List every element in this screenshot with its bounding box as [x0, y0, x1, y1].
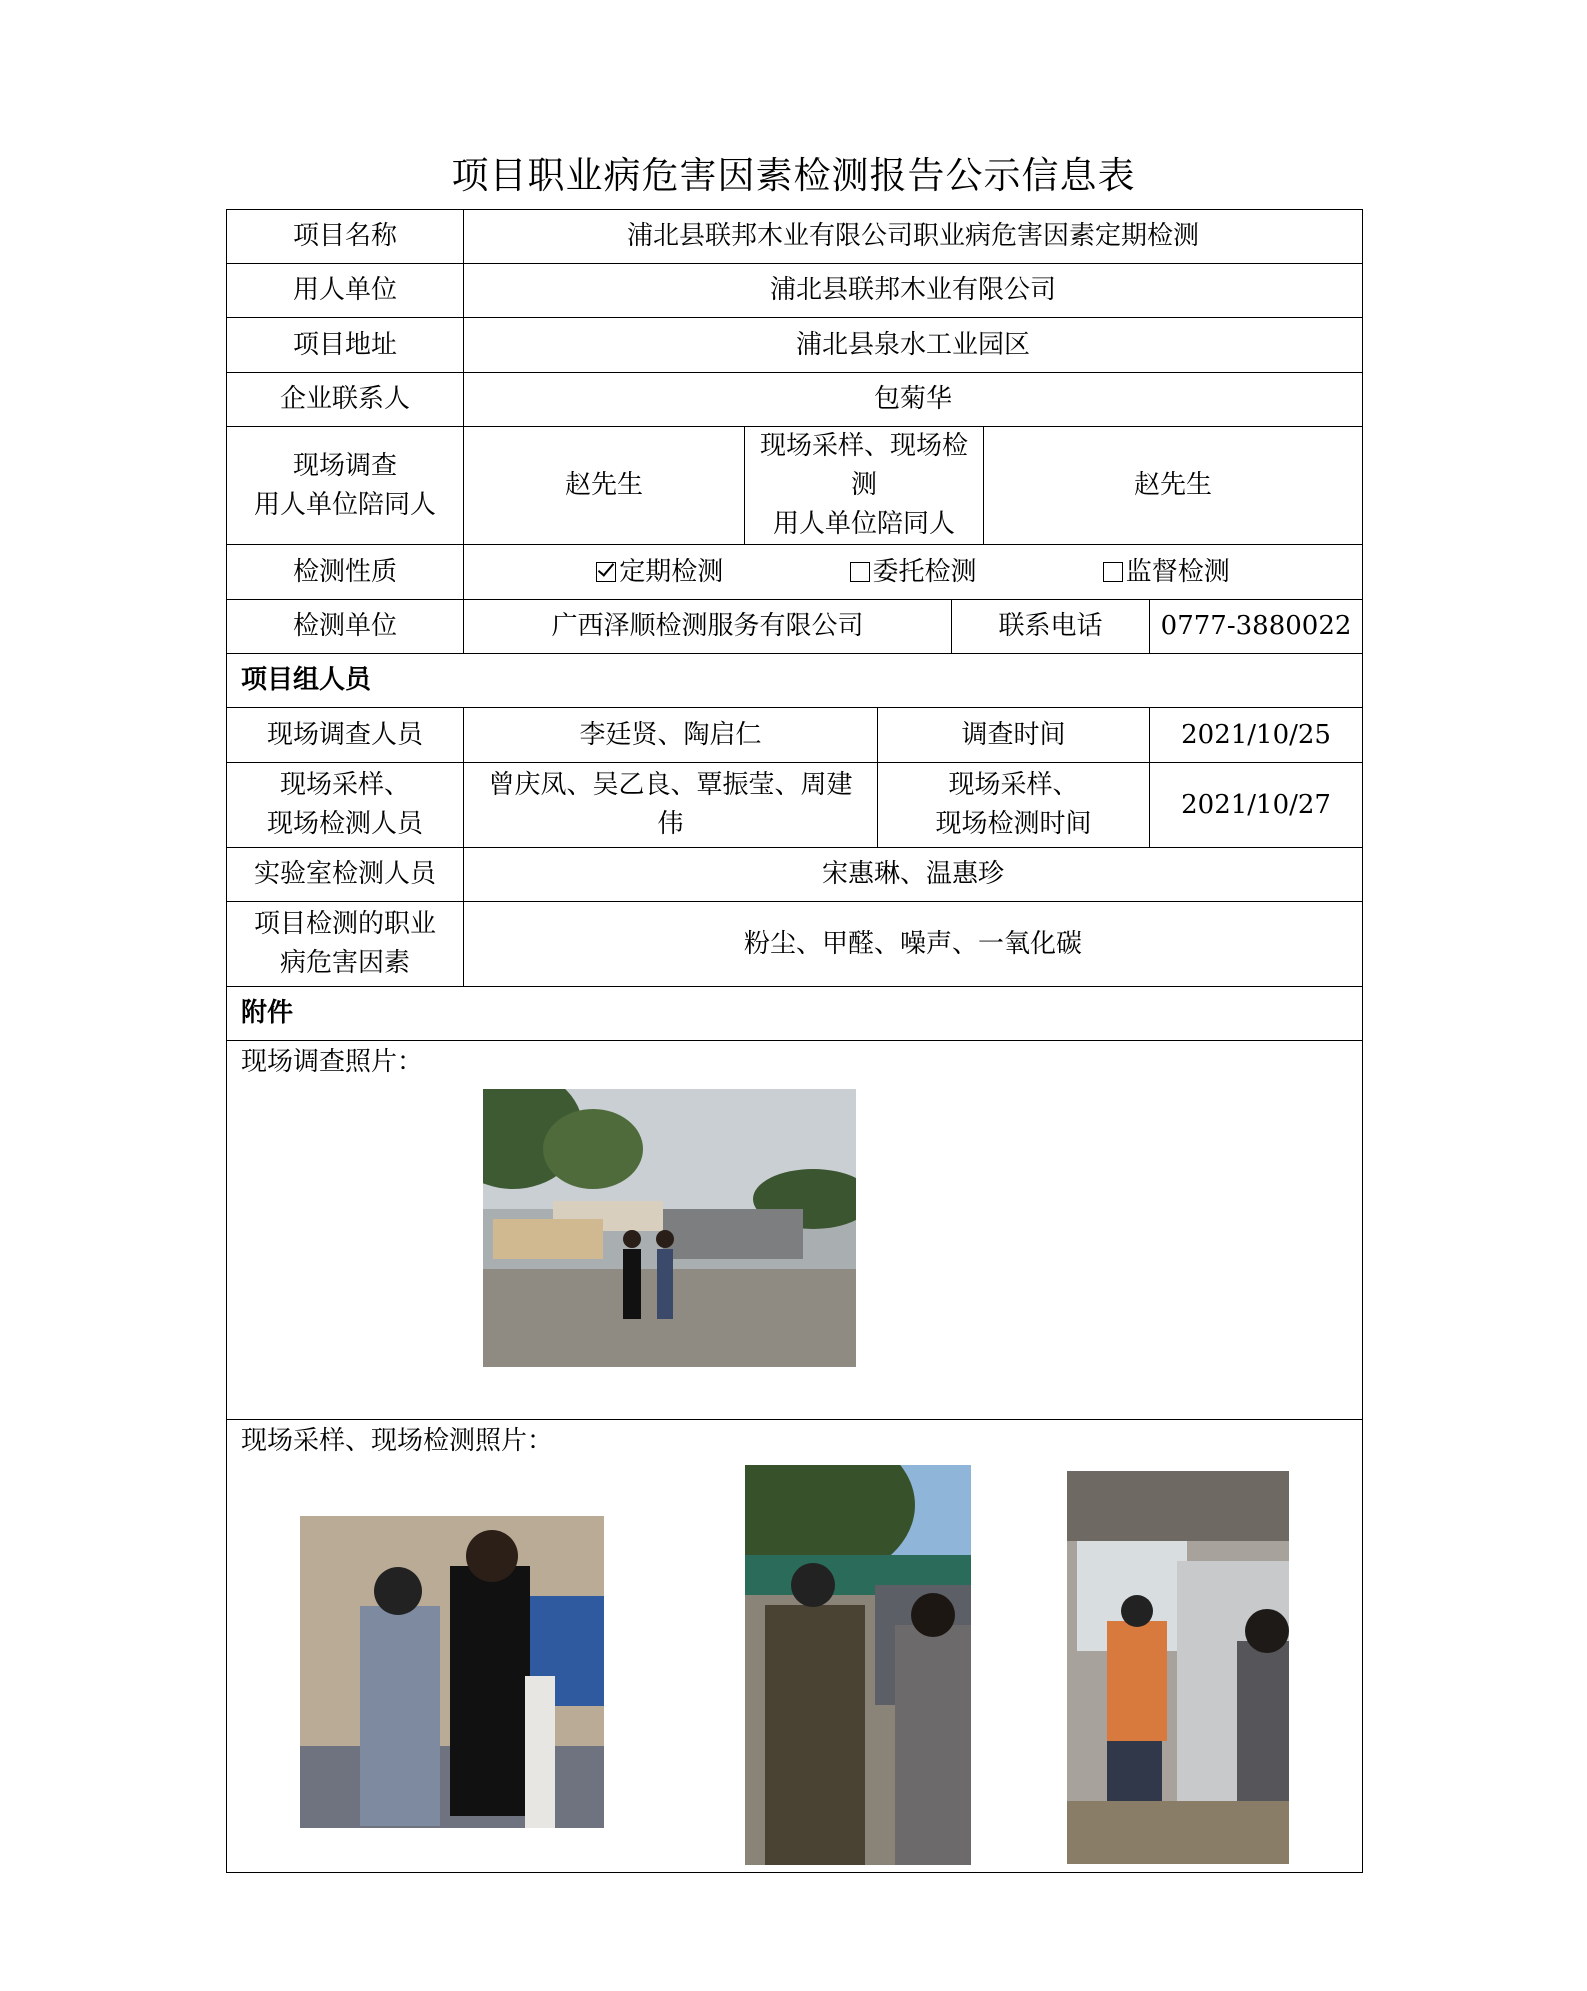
sampling-staff-line2: 伟	[657, 809, 684, 839]
survey-photos-label: 现场调查照片：	[241, 1047, 424, 1077]
lab-staff-label: 实验室检测人员	[227, 848, 464, 902]
info-table	[226, 209, 1363, 1873]
agency-label: 检测单位	[227, 600, 464, 654]
sampling-time-value: 2021/10/27	[1150, 763, 1363, 848]
checkbox-empty-icon	[850, 562, 870, 582]
row-companions	[227, 427, 1363, 545]
checkbox-checked-icon	[596, 562, 616, 582]
agency-value: 广西泽顺检测服务有限公司	[464, 600, 952, 654]
nature-option-label: 定期检测	[619, 556, 724, 587]
survey-photos-cell	[227, 1041, 1363, 1420]
address-label: 项目地址	[227, 318, 464, 373]
row-factors	[227, 902, 1363, 987]
survey-companion-value: 赵先生	[464, 427, 745, 545]
contact-label: 企业联系人	[227, 373, 464, 427]
sampling-companion-value: 赵先生	[984, 427, 1363, 545]
photo-image	[1067, 1471, 1289, 1864]
nature-option-entrusted[interactable]	[850, 553, 977, 592]
employer-label: 用人单位	[227, 264, 464, 318]
nature-label: 检测性质	[227, 545, 464, 600]
survey-companion-label-line2: 用人单位陪同人	[253, 489, 436, 520]
nature-option-supervision[interactable]	[1103, 553, 1230, 592]
checkbox-empty-icon	[1103, 562, 1123, 582]
survey-companion-label	[227, 427, 464, 545]
survey-staff-value: 李廷贤、陶启仁	[464, 708, 878, 763]
phone-label: 联系电话	[952, 600, 1150, 654]
photo-image	[300, 1516, 604, 1828]
sampling-time-label-line1: 现场采样、	[948, 770, 1079, 800]
row-sampling-staff	[227, 763, 1363, 848]
row-nature	[227, 545, 1363, 600]
row-survey-staff	[227, 708, 1363, 763]
lab-staff-value: 宋惠琳、温惠珍	[464, 848, 1363, 902]
sampling-staff-label	[227, 763, 464, 848]
sampling-photo-2	[745, 1465, 971, 1865]
project-name-value: 浦北县联邦木业有限公司职业病危害因素定期检测	[464, 210, 1363, 264]
row-attachments-header	[227, 987, 1363, 1041]
row-project-name	[227, 210, 1363, 264]
row-sampling-photos	[227, 1420, 1363, 1873]
nature-option-label: 委托检测	[872, 556, 977, 587]
team-section-header: 项目组人员	[227, 654, 1363, 708]
sampling-photos-cell	[227, 1420, 1363, 1873]
survey-photo-gate	[483, 1089, 856, 1367]
contact-value: 包菊华	[464, 373, 1363, 427]
survey-time-label: 调查时间	[878, 708, 1150, 763]
sampling-photo-3	[1067, 1471, 1289, 1864]
row-agency	[227, 600, 1363, 654]
survey-time-value: 2021/10/25	[1150, 708, 1363, 763]
sampling-time-label-line2: 现场检测时间	[935, 809, 1092, 839]
row-contact	[227, 373, 1363, 427]
sampling-time-label	[878, 763, 1150, 848]
row-address	[227, 318, 1363, 373]
nature-option-periodic[interactable]	[596, 553, 723, 592]
address-value: 浦北县泉水工业园区	[464, 318, 1363, 373]
factors-label-line1: 项目检测的职业	[253, 909, 436, 939]
sampling-companion-label	[745, 427, 984, 545]
survey-staff-label: 现场调查人员	[227, 708, 464, 763]
photo-image	[745, 1465, 971, 1865]
nature-option-label: 监督检测	[1125, 556, 1230, 587]
photo-image	[483, 1089, 856, 1367]
row-lab-staff	[227, 848, 1363, 902]
sampling-photos-label: 现场采样、现场检测照片：	[241, 1426, 554, 1456]
row-employer	[227, 264, 1363, 318]
project-name-label: 项目名称	[227, 210, 464, 264]
nature-options	[464, 545, 1363, 600]
attachments-section-header: 附件	[227, 987, 1363, 1041]
sampling-staff-label-line2: 现场检测人员	[266, 809, 423, 839]
sampling-photo-1	[300, 1516, 604, 1828]
row-team-header	[227, 654, 1363, 708]
sampling-staff-line1: 曾庆凤、吴乙良、覃振莹、周建	[488, 770, 853, 800]
employer-value: 浦北县联邦木业有限公司	[464, 264, 1363, 318]
sampling-companion-label-line2: 用人单位陪同人	[772, 509, 955, 539]
factors-label	[227, 902, 464, 987]
page-title: 项目职业病危害因素检测报告公示信息表	[451, 154, 1136, 197]
sampling-staff-label-line1: 现场采样、	[279, 770, 410, 800]
factors-label-line2: 病危害因素	[279, 948, 410, 978]
survey-companion-label-line1: 现场调查	[292, 450, 397, 481]
sampling-staff-value	[464, 763, 878, 848]
phone-value: 0777-3880022	[1150, 600, 1363, 654]
row-survey-photos	[227, 1041, 1363, 1420]
sampling-companion-label-line1: 现场采样、现场检测	[759, 431, 968, 500]
factors-value: 粉尘、甲醛、噪声、一氧化碳	[464, 902, 1363, 987]
